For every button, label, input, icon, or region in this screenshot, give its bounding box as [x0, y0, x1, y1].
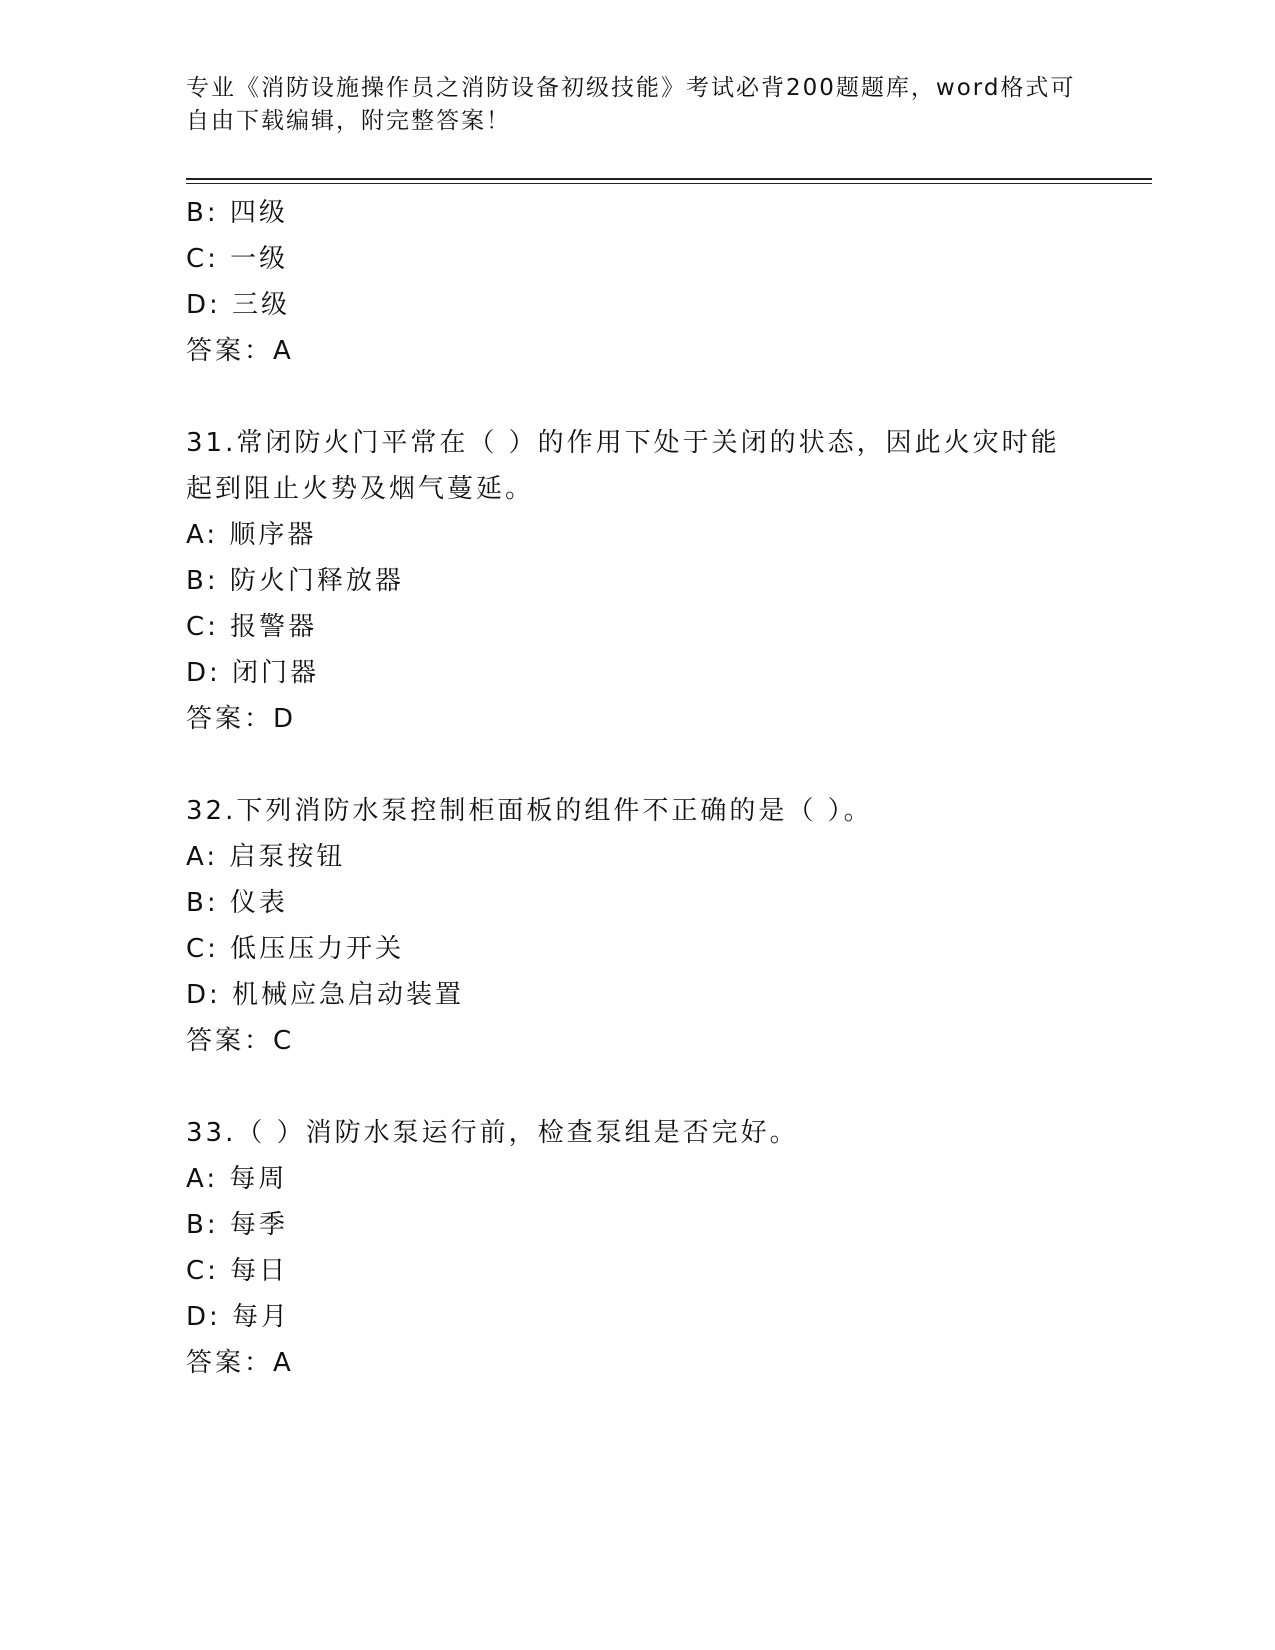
option-b: B: 每季 [186, 1210, 288, 1240]
question-stem-line-1: 33.（ ）消防水泵运行前，检查泵组是否完好。 [186, 1118, 799, 1148]
option-d: D: 闭门器 [186, 658, 320, 688]
answer-line: 答案：A [186, 336, 294, 366]
header-divider-thin [186, 183, 1152, 184]
header-divider [186, 178, 1152, 180]
page-header [186, 72, 1086, 138]
answer-line: 答案：C [186, 1026, 295, 1056]
question-stem-line-1: 31.常闭防火门平常在（ ）的作用下处于关闭的状态，因此火灾时能 [186, 428, 1060, 458]
answer-line: 答案：D [186, 704, 297, 734]
spacer [186, 742, 1086, 788]
option-c: C: 每日 [186, 1256, 289, 1286]
spacer [186, 374, 1086, 420]
question-33 [186, 1110, 1086, 1386]
option-c: C: 低压压力开关 [186, 934, 405, 964]
header-line-2: 自由下载编辑，附完整答案！ [186, 108, 511, 134]
question-list [186, 190, 1086, 1386]
option-b: B: 防火门释放器 [186, 566, 404, 596]
option-c: C: 报警器 [186, 612, 318, 642]
option-a: A: 顺序器 [186, 520, 317, 550]
option-a: A: 启泵按钮 [186, 842, 346, 872]
option-b: B: 四级 [186, 198, 288, 228]
spacer [186, 1064, 1086, 1110]
question-30-continuation [186, 190, 1086, 374]
option-d: D: 三级 [186, 290, 291, 320]
option-d: D: 机械应急启动装置 [186, 980, 465, 1010]
question-stem-line-2: 起到阻止火势及烟气蔓延。 [186, 474, 535, 504]
option-c: C: 一级 [186, 244, 289, 274]
question-stem-line-1: 32.下列消防水泵控制柜面板的组件不正确的是（ ）。 [186, 796, 873, 826]
question-31 [186, 420, 1086, 742]
option-a: A: 每周 [186, 1164, 288, 1194]
header-line-1: 专业《消防设施操作员之消防设备初级技能》考试必背200题题库，word格式可 [186, 75, 1076, 101]
answer-line: 答案：A [186, 1348, 294, 1378]
option-d: D: 每月 [186, 1302, 291, 1332]
question-32 [186, 788, 1086, 1064]
option-b: B: 仪表 [186, 888, 288, 918]
